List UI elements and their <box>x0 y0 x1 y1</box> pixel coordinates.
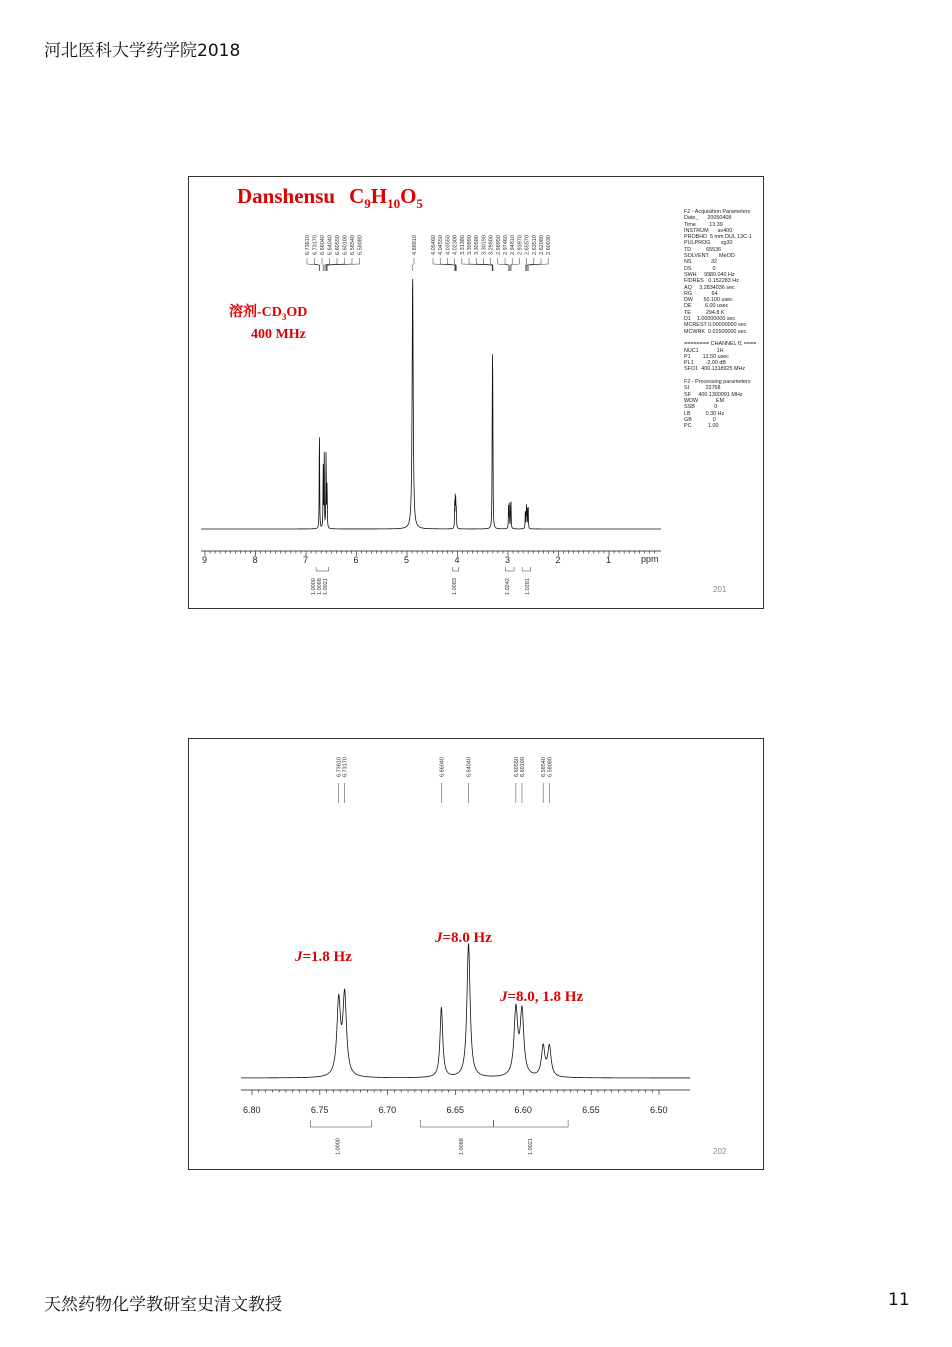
coupling-label-3: J=8.0, 1.8 Hz <box>500 989 584 1005</box>
peak-shift-label: 6.58540 <box>350 235 356 255</box>
integral-value: 1.0083 <box>452 578 458 595</box>
integral-bracket <box>452 567 458 571</box>
peak-labels-aromatic <box>305 235 364 271</box>
peak-shift-label: 3.31380 <box>459 235 466 255</box>
peak-shift-label: 6.66040 <box>439 757 446 777</box>
slide-number: 201 <box>713 585 727 594</box>
peak-shift-label: 6.60550 <box>335 235 341 255</box>
ppm-axis-ticks <box>202 551 654 565</box>
peak-shift-label: 6.64040 <box>327 235 334 255</box>
slide-number: 202 <box>713 1147 727 1156</box>
peak-labels-expansion <box>337 757 554 803</box>
nmr-spectrum-slide <box>188 176 764 609</box>
integral-value: 1.0021 <box>323 578 329 595</box>
axis-tick-label: 6.50 <box>650 1105 668 1115</box>
peak-shift-label: 6.58080 <box>547 757 554 777</box>
axis-tick-label: 6.65 <box>446 1105 465 1115</box>
axis-tick-label: 6.55 <box>582 1105 600 1115</box>
compound-title: Danshensu $C_9H_{10}O_5$ <box>237 184 423 211</box>
frequency-label: 400 MHz <box>251 327 306 342</box>
integral-value: 1.0281 <box>525 578 531 595</box>
axis-tick-label: 1 <box>606 555 612 565</box>
integral-labels <box>310 1120 568 1155</box>
peak-shift-label: 6.64040 <box>466 757 473 777</box>
peak-shift-label: 6.60100 <box>342 235 349 255</box>
integral-bracket <box>505 567 514 571</box>
peak-shift-label: 4.03550 <box>445 235 452 255</box>
peak-shift-label: 6.73610 <box>305 235 311 255</box>
peak-shift-label: 6.60100 <box>519 757 526 777</box>
integral-labels <box>311 567 531 595</box>
axis-tick-label: 2 <box>555 555 561 565</box>
integral-value: 1.0242 <box>505 578 511 595</box>
peak-shift-label: 6.66040 <box>320 235 326 255</box>
axis-tick-label: 6.80 <box>243 1105 261 1115</box>
axis-tick-label: 8 <box>252 555 258 565</box>
peak-shift-label: 4.05460 <box>431 235 437 255</box>
peak-shift-label: 6.73170 <box>342 757 349 777</box>
integral-value: 1.0068 <box>317 578 323 595</box>
nmr-expansion-slide <box>188 738 764 1170</box>
peak-labels-aliphatic <box>431 235 552 271</box>
axis-tick-label: 5 <box>404 555 410 565</box>
peak-shift-label: 2.63510 <box>531 235 538 255</box>
page-number: 11 <box>888 1290 910 1310</box>
integral-value: 1.0000 <box>311 578 317 595</box>
peak-shift-label: 2.93970 <box>517 235 524 255</box>
peak-shift-label: 6.73170 <box>312 235 319 255</box>
axis-tick-label: 6.60 <box>514 1105 532 1115</box>
document-footer: 天然药物化学教研室史清文教授 <box>44 1295 282 1315</box>
axis-tick-label: 6.70 <box>378 1105 397 1115</box>
coupling-label-1: J=1.8 Hz <box>295 949 352 965</box>
ppm-unit: ppm <box>641 554 659 564</box>
integral-value: 1.0068 <box>458 1138 465 1155</box>
solvent-label: 溶剂$-CD_3OD$ <box>229 305 308 322</box>
peak-shift-label: 6.60550 <box>513 757 520 777</box>
peak-shift-label: 3.30990 <box>467 235 473 255</box>
axis-tick-label: 3 <box>505 555 511 565</box>
peak-shift-label: 3.29800 <box>488 235 495 255</box>
peak-shift-label: 3.30190 <box>481 235 488 255</box>
expansion-spectrum-figure <box>189 739 763 1169</box>
peak-shift-label: 4.88810 <box>412 235 418 255</box>
integral-value: 1.0021 <box>528 1138 535 1155</box>
peak-label-solvent <box>412 235 418 271</box>
integral-value: 1.0000 <box>335 1138 342 1155</box>
axis-tick-label: 6 <box>353 555 359 565</box>
axis-tick-label: 6.75 <box>310 1105 329 1115</box>
peak-shift-label: 6.58540 <box>541 757 548 777</box>
peak-shift-label: 2.97460 <box>503 235 509 255</box>
integral-bracket <box>316 567 329 571</box>
peak-shift-label: 6.73610 <box>336 757 343 777</box>
integral-bracket <box>522 567 531 571</box>
peak-shift-label: 2.65570 <box>524 235 531 255</box>
ppm-axis-ticks <box>243 1090 668 1115</box>
integral-bracket <box>493 1120 568 1127</box>
peak-shift-label: 4.04550 <box>438 235 445 255</box>
integral-bracket <box>420 1120 493 1127</box>
peak-shift-label: 2.94810 <box>510 235 517 255</box>
peak-shift-label: 6.58080 <box>357 235 364 255</box>
peak-shift-label: 2.98950 <box>495 235 502 255</box>
full-spectrum-figure <box>189 177 763 608</box>
axis-tick-label: 4 <box>454 555 460 565</box>
axis-tick-label: 7 <box>303 555 309 565</box>
coupling-label-2: J=8.0 Hz <box>435 930 492 946</box>
peak-shift-label: 2.62080 <box>539 235 545 255</box>
document-header: 河北医科大学药学院2018 <box>44 41 241 61</box>
peak-shift-label: 3.30580 <box>474 235 481 255</box>
axis-tick-label: 9 <box>202 555 208 565</box>
peak-connector <box>322 258 323 271</box>
peak-shift-label: 4.02300 <box>452 235 459 255</box>
integral-bracket <box>310 1120 371 1127</box>
acquisition-parameters: F2 - Acquisition Parameters Date_ 20050408 Time 13.39 INSTRUM av400 PROBHD 5 mm DUL 13C-1 PULPROG zg30 TD 65536 SOLVENT MeOD NS 32 DS 0 SWH 9980.040 Hz FIDRES 0.152283 Hz AQ 3.2834036 sec RG 64 DW 50.100 usec DE 6.00 usec TE 294.8 K D1 1.00000000 sec MCREST 0.00000000 sec MCWRK 0.01500000 sec ======== CHANNEL f1 ==== NUC1 1H P1 12.50 usec PL1 -2.00 dB SFO1 400.1318925 MHz F2 - Processing parameters SI 32768 SF 400.1300091 MHz WDW EM SSB 0 LB 0.30 Hz GB 0 PC 1.00 <box>684 209 757 430</box>
peak-shift-label: 2.60030 <box>546 235 553 255</box>
peak-connector <box>413 258 414 271</box>
